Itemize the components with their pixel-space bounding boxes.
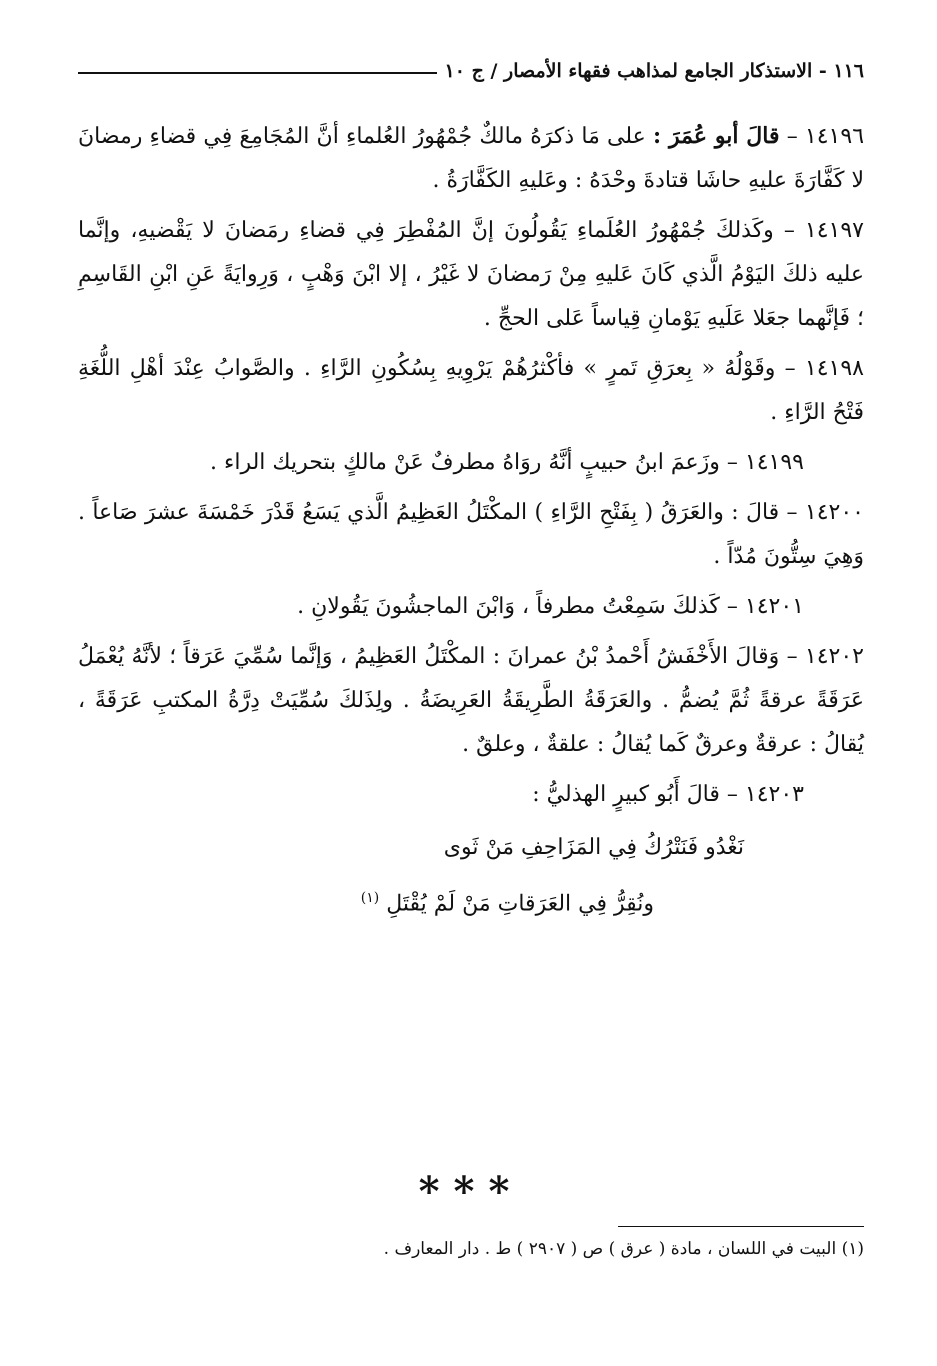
header-rule xyxy=(78,72,437,74)
paragraph-number: ١٤٢٠١ – xyxy=(726,594,804,619)
section-separator: *** xyxy=(418,1168,524,1215)
verse-text: ونُقِرُّ فِي العَرَقاتِ مَنْ لَمْ يُقْتَلِ xyxy=(386,891,654,917)
paragraph-number: ١٤٢٠٣ – xyxy=(726,782,804,807)
poem-verse-line-1 xyxy=(78,823,864,873)
footnote-rule xyxy=(618,1226,864,1227)
paragraph-14199 xyxy=(78,441,864,485)
poem-verse-line-2 xyxy=(78,873,864,929)
paragraph-text: وقَوْلُهُ « بِعرَقِ تَمرٍ » فأكْثرُهُمْ يَرْوِيهِ بِسُكُونِ الرَّاءِ . والصَّوابُ عِنْدَ أهْلِ اللُّغَةِ فَتْحُ الرَّاءِ . xyxy=(78,356,864,425)
paragraph-14198 xyxy=(78,347,864,435)
paragraph-14200 xyxy=(78,491,864,579)
paragraph-text: قالَ : والعَرَقُ ( بِفَتْحِ الرَّاءِ ) المكْتَلُ العَظِيمُ الَّذي يَسَعُ قَدْرَ خَمْسَةَ عشرَ صَاعاً . وَهِيَ سِتُّونَ مُدّاً . xyxy=(78,500,864,569)
paragraph-number: ١٤٢٠٢ – xyxy=(786,644,864,669)
paragraph-number: ١٤٢٠٠ – xyxy=(786,500,864,525)
paragraph-number: ١٤١٩٨ – xyxy=(784,356,864,381)
page-body xyxy=(78,114,864,929)
paragraph-text: قالَ أَبُو كبيرٍ الهذليُّ : xyxy=(532,782,720,807)
verse-text: نَغْدُو فَنَتْرُكُ فِي المَزَاحِفِ مَنْ ثَوى xyxy=(443,835,744,860)
paragraph-text: على مَا ذكرَهُ مالكٌ جُمْهُورُ العُلماءِ أنَّ المُجَامِعَ فِي قضاءِ رمضانَ لا كَفَّارَةَ عليهِ حاشَا قتادةَ وحْدَهُ : وعَليهِ الكَفَّارَةُ . xyxy=(78,124,864,193)
paragraph-14203 xyxy=(78,773,864,817)
running-header xyxy=(78,54,864,88)
paragraph-number: ١٤١٩٧ – xyxy=(783,218,864,243)
paragraph-number: ١٤١٩٦ – xyxy=(786,124,865,149)
paragraph-text: وَقالَ الأَخْفَشُ أَحْمدُ بْنُ عمرانَ : المكْتَلُ العَظِيمُ ، وَإنَّما سُمِّيَ عَرَقاً ؛ لأنَّهُ يُعْمَلُ عَرَقَةً عرقةً ثُمَّ يُضمُّ . والعَرَقَةُ الطَّرِيقَةُ العَرِيضَةُ . ولِذَلكَ سُمِّيَتْ دِرَّةُ المكتبِ عَرَقَةً ، يُقالُ : عرقةٌ وعرقٌ كَما يُقالُ : علقةٌ ، وعلقٌ . xyxy=(78,644,864,757)
paragraph-text: وكَذلكَ جُمْهُورُ العُلَماءِ يَقُولُونَ إنَّ المُفْطِرَ فِي قضاءِ رمَضانَ لا يَقْضيهِ، وإنَّما عليه ذلكَ اليَوْمُ الَّذي كَانَ عَليهِ مِنْ رَمضانَ لا غَيْرُ ، إلا ابْنَ وَهْبٍ ، وَرِوايَةً عَنِ ابْنِ القَاسِمِ ؛ فَإنَّهما جعَلا عَلَيهِ يَوْمانِ قِياساً عَلى الحجِّ . xyxy=(78,218,864,331)
paragraph-text: وزَعمَ ابنُ حبيبٍ أنَّهُ روَاهُ مطرفٌ عَنْ مالكٍ بتحريك الراء . xyxy=(210,450,720,475)
speaker-label: قالَ أبو عُمَرَ : xyxy=(653,123,780,149)
paragraph-text: كَذلكَ سَمِعْتُ مطرفاً ، وَابْنَ الماجشُونَ يَقُولانِ . xyxy=(297,594,720,619)
footnote: (١) البيت في اللسان ، مادة ( عرق ) ص ( ٢٩٠٧ ) ط . دار المعارف . xyxy=(383,1239,864,1259)
paragraph-14201 xyxy=(78,585,864,629)
paragraph-14197 xyxy=(78,209,864,341)
paragraph-14202 xyxy=(78,635,864,767)
footnote-reference: (١) xyxy=(360,890,380,906)
book-page xyxy=(78,48,864,1338)
paragraph-14196 xyxy=(78,114,864,203)
paragraph-number: ١٤١٩٩ – xyxy=(726,450,804,475)
running-header-text: ١١٦ - الاستذكار الجامع لمذاهب فقهاء الأمصار / ج ١٠ xyxy=(444,60,864,82)
